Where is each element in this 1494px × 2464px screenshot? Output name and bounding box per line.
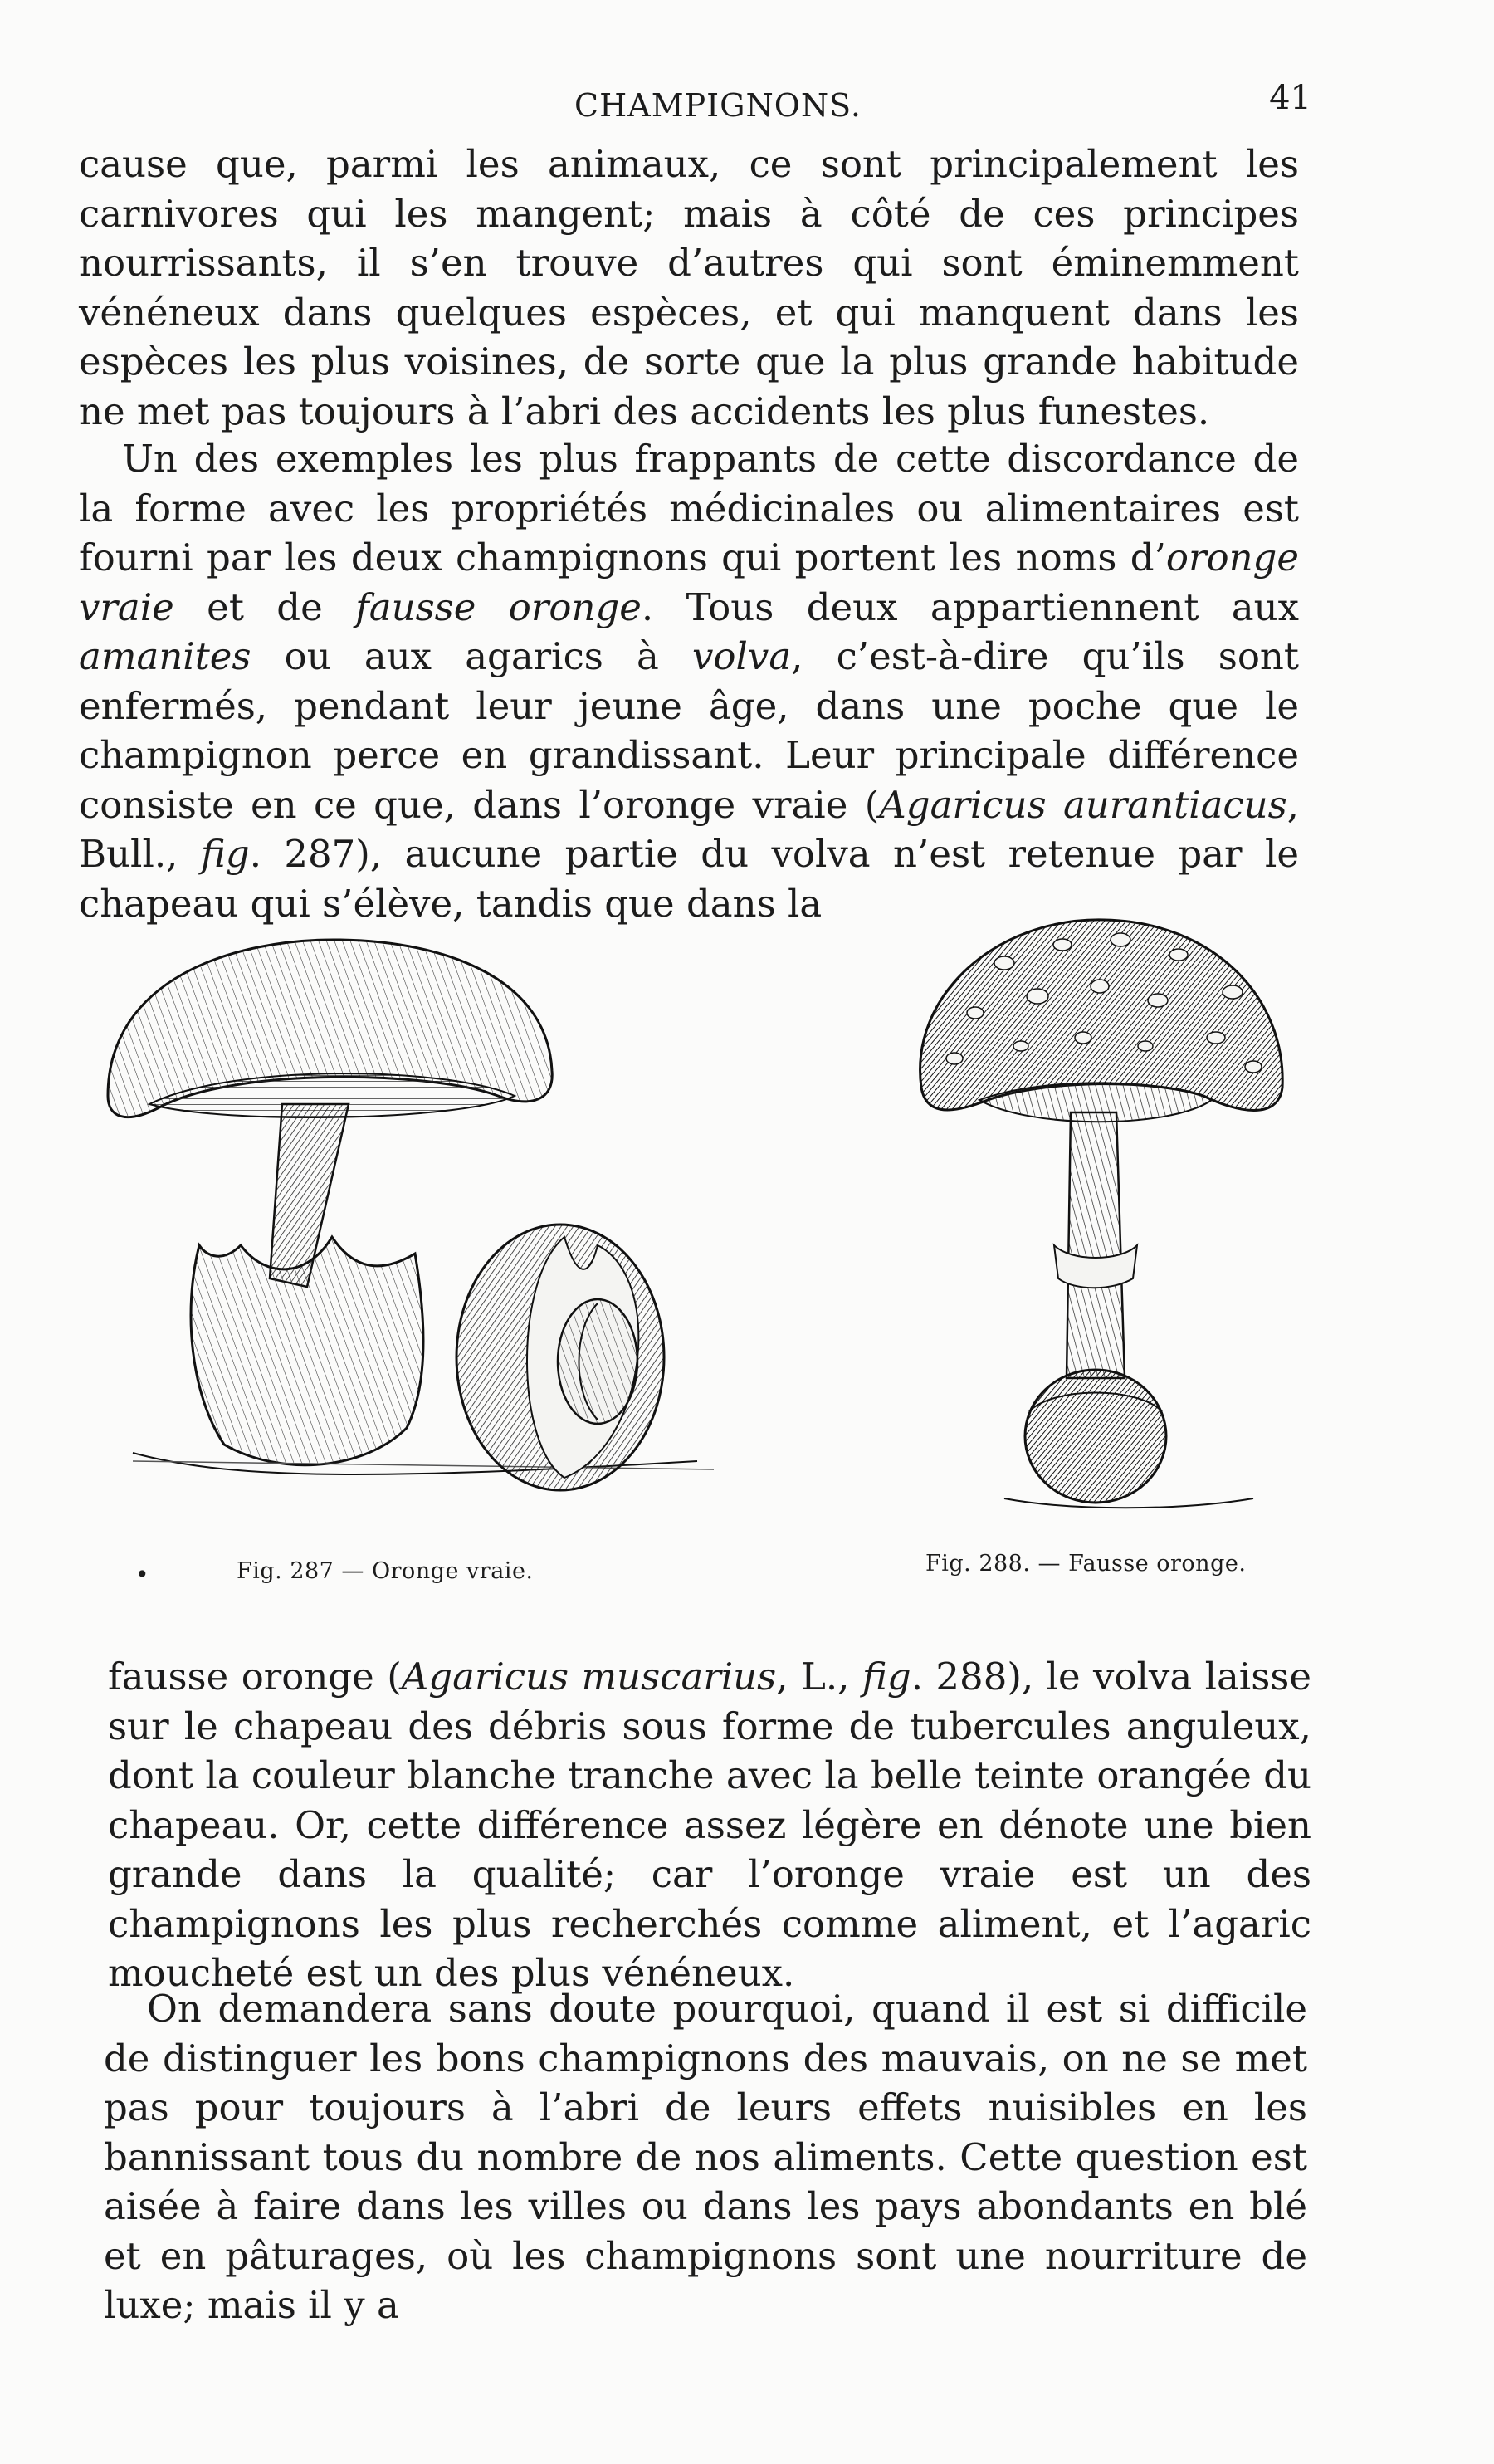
stray-mark: • xyxy=(135,1561,149,1588)
text-span: , Bull., xyxy=(79,782,1299,876)
text-span: fausse oronge ( xyxy=(108,1655,402,1699)
text-span: Un des exemples les plus frappants de cette discordance de la forme avec les propriétés médicinales ou alimentaires est fourni par les deux champignons qui portent les noms d’ xyxy=(79,437,1299,579)
italic-term-oronge-vraie: oronge vraie xyxy=(79,535,1299,629)
figure-288-fausse-oronge-illustration xyxy=(905,913,1295,1528)
italic-term-fausse-oronge: fausse oronge xyxy=(355,584,642,629)
paragraph-2 xyxy=(79,434,1299,928)
text-span: , L., xyxy=(776,1655,862,1699)
text-span: . 287), aucune partie du volva n’est retenue par le chapeau qui s’élève, tandis que dans la xyxy=(79,832,1299,926)
text-span: . 288), le volva laisse sur le chapeau des débris sous forme de tubercules anguleux, dont la couleur blanche tranche avec la belle teinte orangée du chapeau. Or, cette différence assez légère en dénote une bien grande dans la qualité; car l’oronge vraie est un des champignons les plus recherchés comme aliment, et l’agaric moucheté est un des plus vénéneux. xyxy=(108,1655,1312,1995)
text-span: . Tous deux appartiennent aux xyxy=(641,584,1300,629)
italic-term-volva: volva xyxy=(691,634,792,678)
text-span: On demandera sans doute pourquoi, quand il est si difficile de distinguer les bons champignons des mauvais, on ne se met pas pour toujours à l’abri de leurs effets nuisibles en les bannissant tous du nombre de nos aliments. Cette question est aisée à faire dans les villes ou dans les pays abondants en blé et en pâturages, où les champignons sont une nourriture de luxe; mais il y a xyxy=(104,1987,1307,2327)
running-title: CHAMPIGNONS. xyxy=(574,87,862,124)
italic-fig-ref: fig xyxy=(862,1655,911,1699)
figure-287-oronge-vraie-illustration xyxy=(100,930,747,1548)
figure-288-caption: Fig. 288. — Fausse oronge. xyxy=(925,1551,1247,1577)
page-header xyxy=(75,79,1311,129)
italic-species-muscarius: Agaricus muscarius xyxy=(401,1655,777,1699)
paragraph-3 xyxy=(108,1652,1311,1998)
text-span: et de xyxy=(173,584,356,629)
text-span: ou aux agarics à xyxy=(251,634,692,678)
italic-fig-ref: fig xyxy=(200,832,250,876)
paragraph-1: cause que, parmi les animaux, ce sont principalement les carnivores qui les mangent; mais à côté de ces principes nourrissants, il s’en trouve d’autres qui sont éminemment vénéneux dans quelques espèces, et qui manquent dans les espèces les plus voisines, de sorte que la plus grande habitude ne met pas toujours à l’abri des accidents les plus funestes. xyxy=(79,142,1299,433)
italic-species-aurantiacus: Agaricus aurantiacus xyxy=(879,782,1287,827)
paragraph-4 xyxy=(104,1984,1307,2330)
italic-term-amanites: amanites xyxy=(79,634,251,678)
text-span: , c’est-à-dire qu’ils sont enfermés, pendant leur jeune âge, dans une poche que le champignon perce en grandissant. Leur principale différence consiste en ce que, dans l’oronge vraie ( xyxy=(79,634,1299,827)
figure-287-caption: Fig. 287 — Oronge vraie. xyxy=(237,1558,534,1584)
page-number: 41 xyxy=(1269,79,1311,117)
